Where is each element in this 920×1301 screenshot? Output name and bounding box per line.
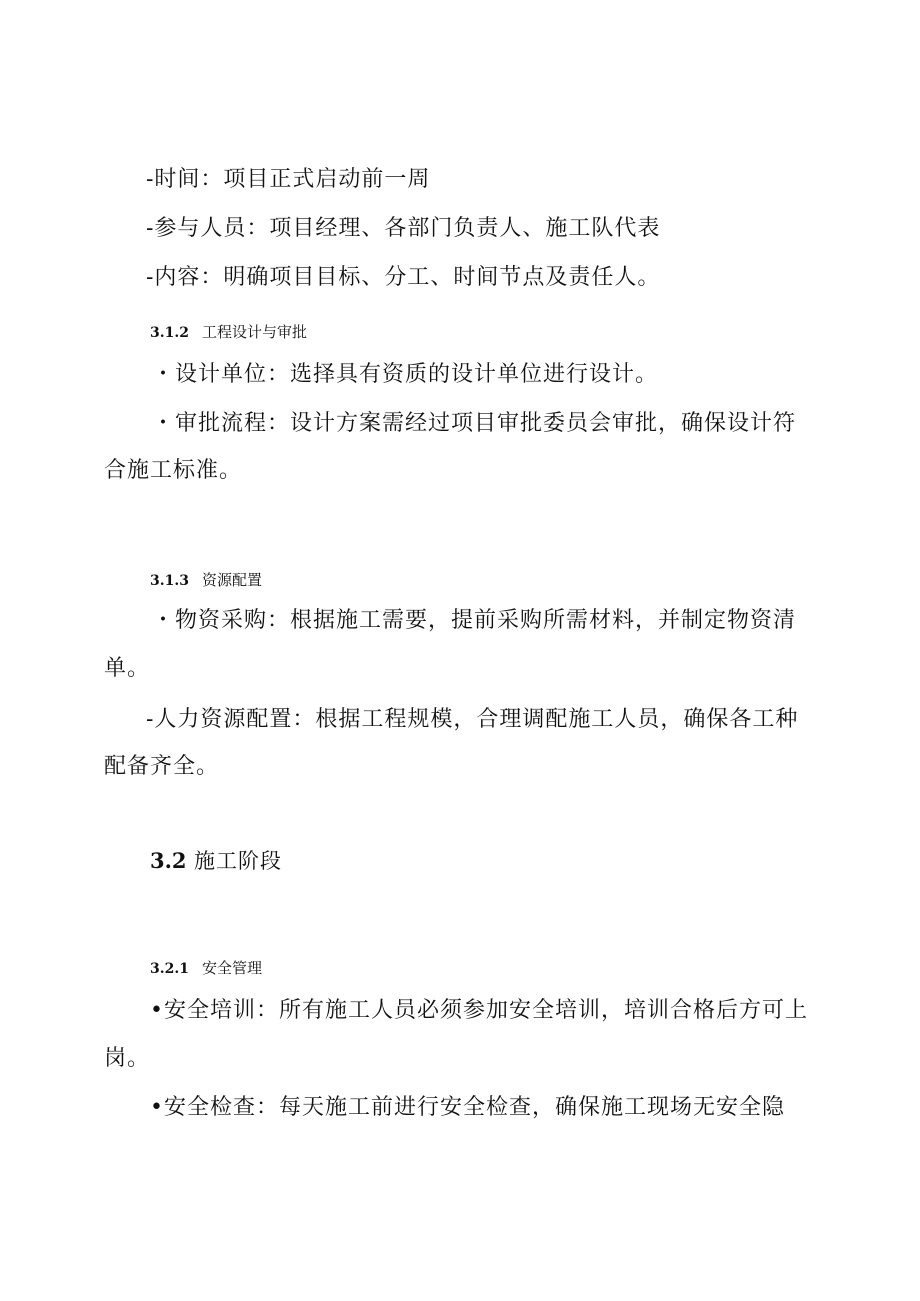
heading-number: 3.1.3 — [150, 573, 189, 589]
heading-3-2-1 — [150, 958, 262, 979]
heading-title: 工程设计与审批 — [202, 323, 308, 341]
paragraph-procurement-line2: 单。 — [104, 656, 151, 681]
heading-title: 施工阶段 — [194, 849, 282, 873]
heading-3-2 — [150, 846, 282, 876]
heading-3-1-2 — [150, 322, 307, 343]
paragraph-safety-training-line2: 岗。 — [104, 1046, 151, 1071]
paragraph-approval-line2: 合施工标准。 — [104, 458, 243, 483]
heading-title: 安全管理 — [202, 959, 263, 977]
heading-title: 资源配置 — [202, 571, 263, 589]
paragraph-content: -内容：明确项目目标、分工、时间节点及责任人。 — [146, 265, 661, 290]
heading-number: 3.1.2 — [150, 325, 189, 341]
paragraph-time: -时间：项目正式启动前一周 — [146, 167, 431, 192]
heading-3-1-3 — [150, 570, 262, 591]
paragraph-participants: -参与人员：项目经理、各部门负责人、施工队代表 — [146, 216, 661, 241]
heading-number: 3.2 — [150, 848, 187, 873]
paragraph-approval-line1: ・审批流程：设计方案需经过项目审批委员会审批，确保设计符 — [152, 411, 797, 436]
paragraph-safety-training-line1: •安全培训：所有施工人员必须参加安全培训，培训合格后方可上 — [150, 998, 808, 1023]
paragraph-procurement-line1: ・物资采购：根据施工需要，提前采购所需材料，并制定物资清 — [152, 608, 797, 633]
paragraph-hr-line2: 配备齐全。 — [104, 754, 220, 779]
heading-number: 3.2.1 — [150, 961, 189, 977]
paragraph-design-unit: ・设计单位：选择具有资质的设计单位进行设计。 — [152, 362, 659, 387]
paragraph-safety-inspection: •安全检查：每天施工前进行安全检查，确保施工现场无安全隐 — [150, 1095, 785, 1120]
paragraph-hr-line1: -人力资源配置：根据工程规模，合理调配施工人员，确保各工种 — [146, 707, 799, 732]
